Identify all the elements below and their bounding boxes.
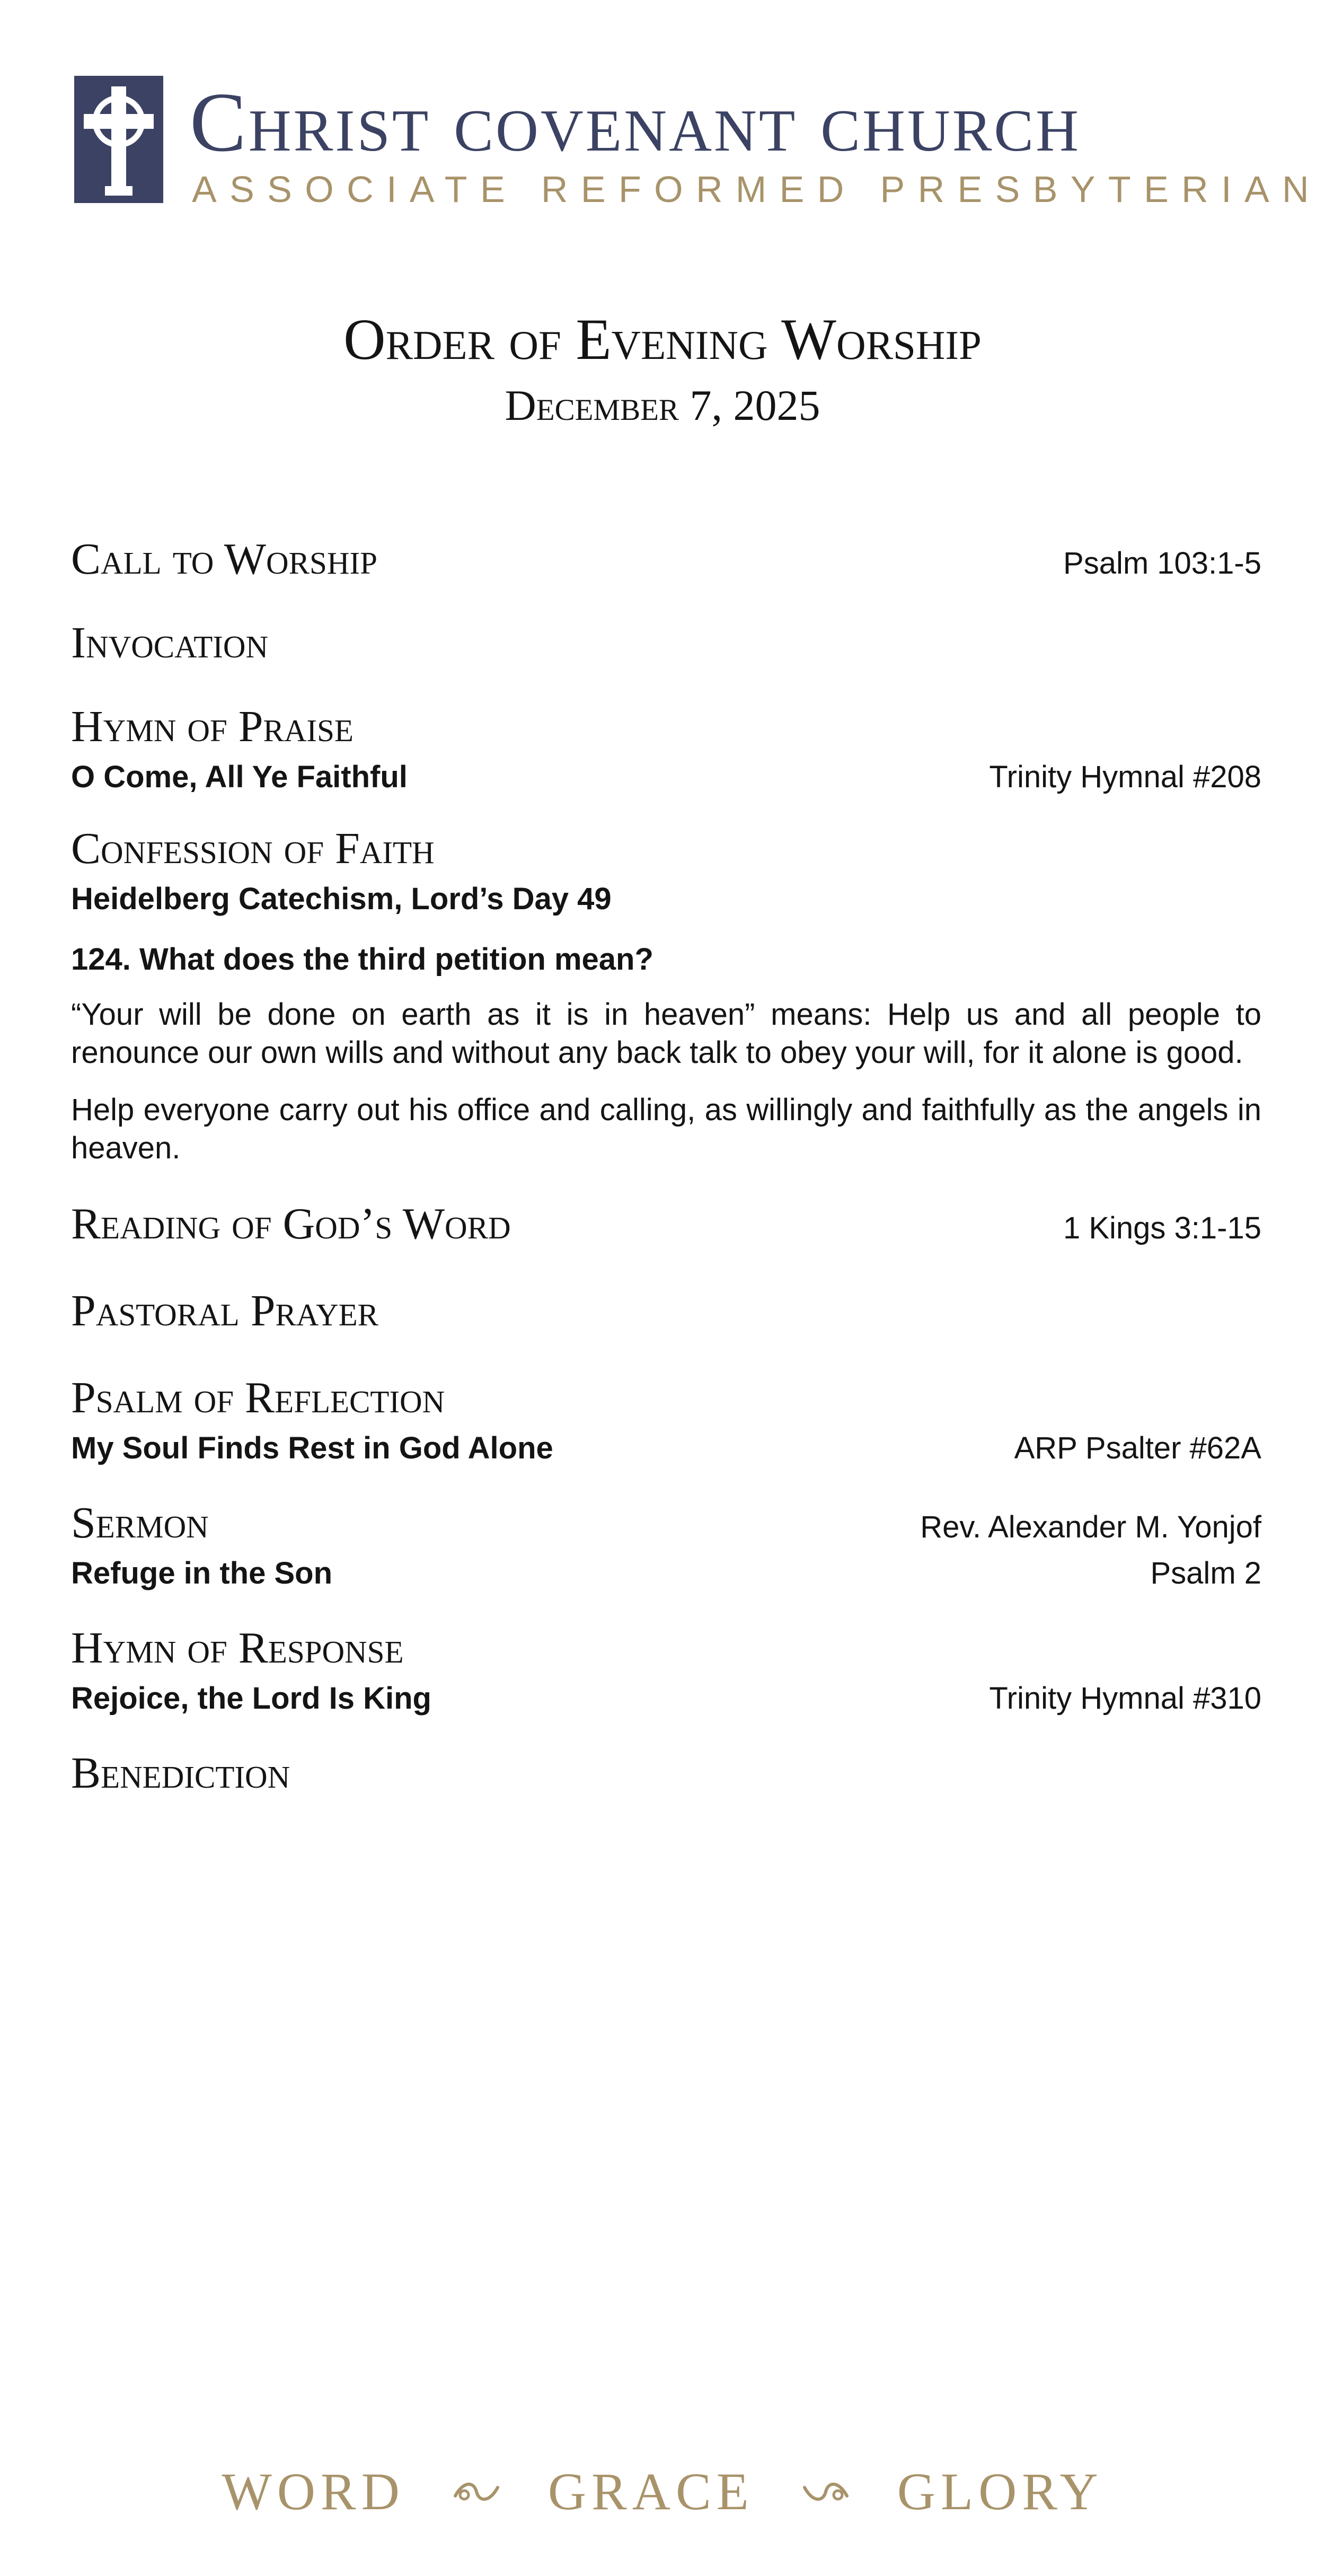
section-heading: Benediction [71, 1748, 290, 1798]
hymnal-reference: Trinity Hymnal #208 [989, 760, 1261, 794]
footer-motto [0, 2460, 1325, 2524]
call-to-worship [71, 530, 1261, 588]
section-heading: Hymn of Praise [71, 702, 354, 751]
hymn-title: Rejoice, the Lord Is King [71, 1681, 431, 1716]
flourish-icon [802, 2476, 850, 2508]
church-logo [74, 72, 1322, 210]
catechism-question: 124. What does the third petition mean? [71, 942, 653, 977]
section-heading: Psalm of Reflection [71, 1373, 445, 1422]
flourish-icon [453, 2476, 500, 2508]
celtic-cross-icon [74, 76, 163, 203]
preacher-name: Rev. Alexander M. Yonjof [920, 1510, 1261, 1544]
psalter-reference: ARP Psalter #62A [1014, 1431, 1261, 1465]
denomination: ASSOCIATE REFORMED PRESBYTERIAN [192, 169, 1322, 210]
sermon-detail [71, 1552, 1261, 1595]
catechism-answer-paragraph: “Your will be done on earth as it is in heaven” means: Help us and all people to renounce our own wills and without any back talk to obey your will, for it alone is good. [71, 997, 1261, 1070]
section-heading: Sermon [71, 1498, 209, 1548]
sermon [71, 1494, 1261, 1552]
catechism-source: Heidelberg Catechism, Lord’s Day 49 [71, 882, 612, 916]
section-heading: Hymn of Response [71, 1623, 404, 1673]
psalm-title: My Soul Finds Rest in God Alone [71, 1431, 553, 1465]
motto-word: WORD [222, 2462, 405, 2521]
pastoral-prayer [71, 1282, 1261, 1340]
hymn-title: O Come, All Ye Faithful [71, 760, 408, 794]
hymn-of-response-detail [71, 1677, 1261, 1720]
church-name: Christ covenant church [190, 75, 1081, 169]
hymn-of-praise [71, 698, 1261, 756]
catechism-answer-paragraph: Help everyone carry out his office and calling, as willingly and faithfully as the angels in heaven. [71, 1093, 1261, 1165]
order-of-worship [71, 530, 1261, 1803]
psalm-of-reflection [71, 1369, 1261, 1427]
motto-glory: GLORY [897, 2462, 1103, 2521]
motto-grace: GRACE [547, 2462, 754, 2521]
section-heading: Call to Worship [71, 534, 377, 584]
section-heading: Invocation [71, 618, 269, 667]
service-title: Order of Evening Worship [343, 307, 982, 372]
scripture-reference: Psalm 2 [1150, 1556, 1261, 1590]
benediction [71, 1744, 1261, 1803]
invocation [71, 614, 1261, 672]
hymn-of-response [71, 1619, 1261, 1677]
reading-of-gods-word [71, 1195, 1261, 1253]
section-heading: Reading of God’s Word [71, 1199, 511, 1249]
hymn-of-praise-detail [71, 756, 1261, 798]
hymnal-reference: Trinity Hymnal #310 [989, 1681, 1261, 1716]
service-date: December 7, 2025 [505, 381, 820, 429]
service-title-block [0, 302, 1325, 435]
section-heading: Pastoral Prayer [71, 1286, 378, 1335]
scripture-reference: 1 Kings 3:1-15 [1063, 1211, 1261, 1245]
sermon-title: Refuge in the Son [71, 1556, 332, 1590]
confession-of-faith [71, 820, 1261, 878]
section-heading: Confession of Faith [71, 824, 435, 873]
psalm-of-reflection-detail [71, 1427, 1261, 1470]
scripture-reference: Psalm 103:1-5 [1063, 546, 1261, 581]
